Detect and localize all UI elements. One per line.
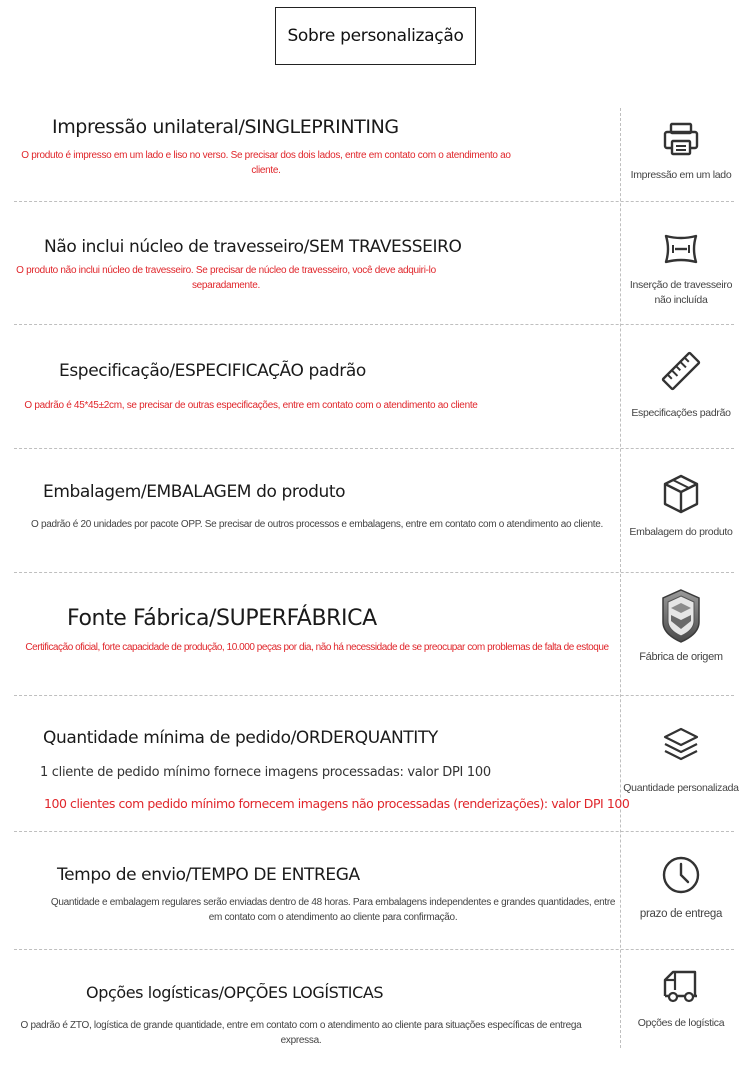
page-title: Sobre personalização [275, 7, 476, 65]
ruler-icon [660, 350, 702, 392]
feature-packaging [622, 473, 740, 540]
pillow-icon [661, 230, 701, 268]
printer-icon [662, 120, 700, 158]
section-title-spec: Especificação/ESPECIFICAÇÃO padrão [59, 361, 366, 381]
feature-pillow [622, 230, 740, 308]
box-icon [661, 473, 701, 515]
feature-spec [622, 350, 740, 421]
feature-label: Embalagem do produto [629, 526, 733, 538]
section-title-factory: Fonte Fábrica/SUPERFÁBRICA [67, 606, 377, 631]
section-desc-shipping: Quantidade e embalagem regulares serão enviadas dentro de 48 horas. Para embalagens independentes e grandes quantidades, entre em contato com o atendimento ao cliente para confirmação. [50, 897, 616, 923]
section-title-quantity: Quantidade mínima de pedido/ORDERQUANTITY [43, 728, 438, 748]
section-divider [14, 572, 734, 573]
feature-quantity [622, 725, 740, 796]
section-divider [14, 324, 734, 325]
section-divider [14, 201, 734, 202]
feature-label: Impressão em um lado [630, 169, 732, 181]
shield-badge-icon [660, 588, 702, 644]
section-desc-packaging: O padrão é 20 unidades por pacote OPP. Se precisar de outros processos e embalagens, entre em contato com o atendimento ao cliente. [30, 519, 603, 530]
feature-label: Inserção de travesseiro não incluída [629, 279, 733, 306]
section-desc-spec: O padrão é 45*45±2cm, se precisar de outras especificações, entre em contato com o atendimento ao cliente [24, 400, 478, 411]
layers-icon [661, 725, 701, 765]
section-title-logistics: Opções logísticas/OPÇÕES LOGÍSTICAS [86, 983, 384, 1002]
feature-label: Opções de logística [637, 1017, 725, 1029]
clock-icon [661, 855, 701, 895]
quantity-line-unprocessed: 100 clientes com pedido mínimo fornecem imagens não processadas (renderizações): valor DPI 100 [44, 796, 630, 811]
section-divider [14, 949, 734, 950]
section-divider [14, 831, 734, 832]
section-divider [14, 695, 734, 696]
quantity-line-processed: 1 cliente de pedido mínimo fornece imagens processadas: valor DPI 100 [40, 765, 491, 780]
section-title-packaging: Embalagem/EMBALAGEM do produto [43, 482, 346, 502]
feature-label: Especificações padrão [631, 407, 731, 419]
feature-factory [622, 588, 740, 665]
feature-shipping [622, 855, 740, 922]
section-title-printing: Impressão unilateral/SINGLEPRINTING [52, 116, 399, 138]
section-desc-pillow: O produto não inclui núcleo de travesseiro. Se precisar de núcleo de travesseiro, você deve adquiri-lo separadamente. [16, 265, 436, 291]
feature-label: Fábrica de origem [639, 651, 723, 663]
section-title-pillow: Não inclui núcleo de travesseiro/SEM TRAVESSEIRO [44, 237, 462, 257]
feature-logistics [622, 966, 740, 1031]
section-desc-logistics: O padrão é ZTO, logística de grande quantidade, entre em contato com o atendimento ao cliente para situações específicas de entrega expressa. [20, 1020, 582, 1046]
section-divider [14, 448, 734, 449]
section-desc-factory: Certificação oficial, forte capacidade de produção, 10.000 peças por dia, não há necessidade de se preocupar com problemas de falta de estoque [25, 642, 609, 653]
section-desc-printing: O produto é impresso em um lado e liso no verso. Se precisar dos dois lados, entre em contato com o atendimento ao cliente. [21, 150, 511, 176]
feature-printing [622, 120, 740, 183]
truck-icon [661, 966, 701, 1004]
feature-label: Quantidade personalizada [623, 782, 739, 794]
section-title-shipping: Tempo de envio/TEMPO DE ENTREGA [57, 865, 360, 885]
feature-label: prazo de entrega [639, 908, 723, 920]
